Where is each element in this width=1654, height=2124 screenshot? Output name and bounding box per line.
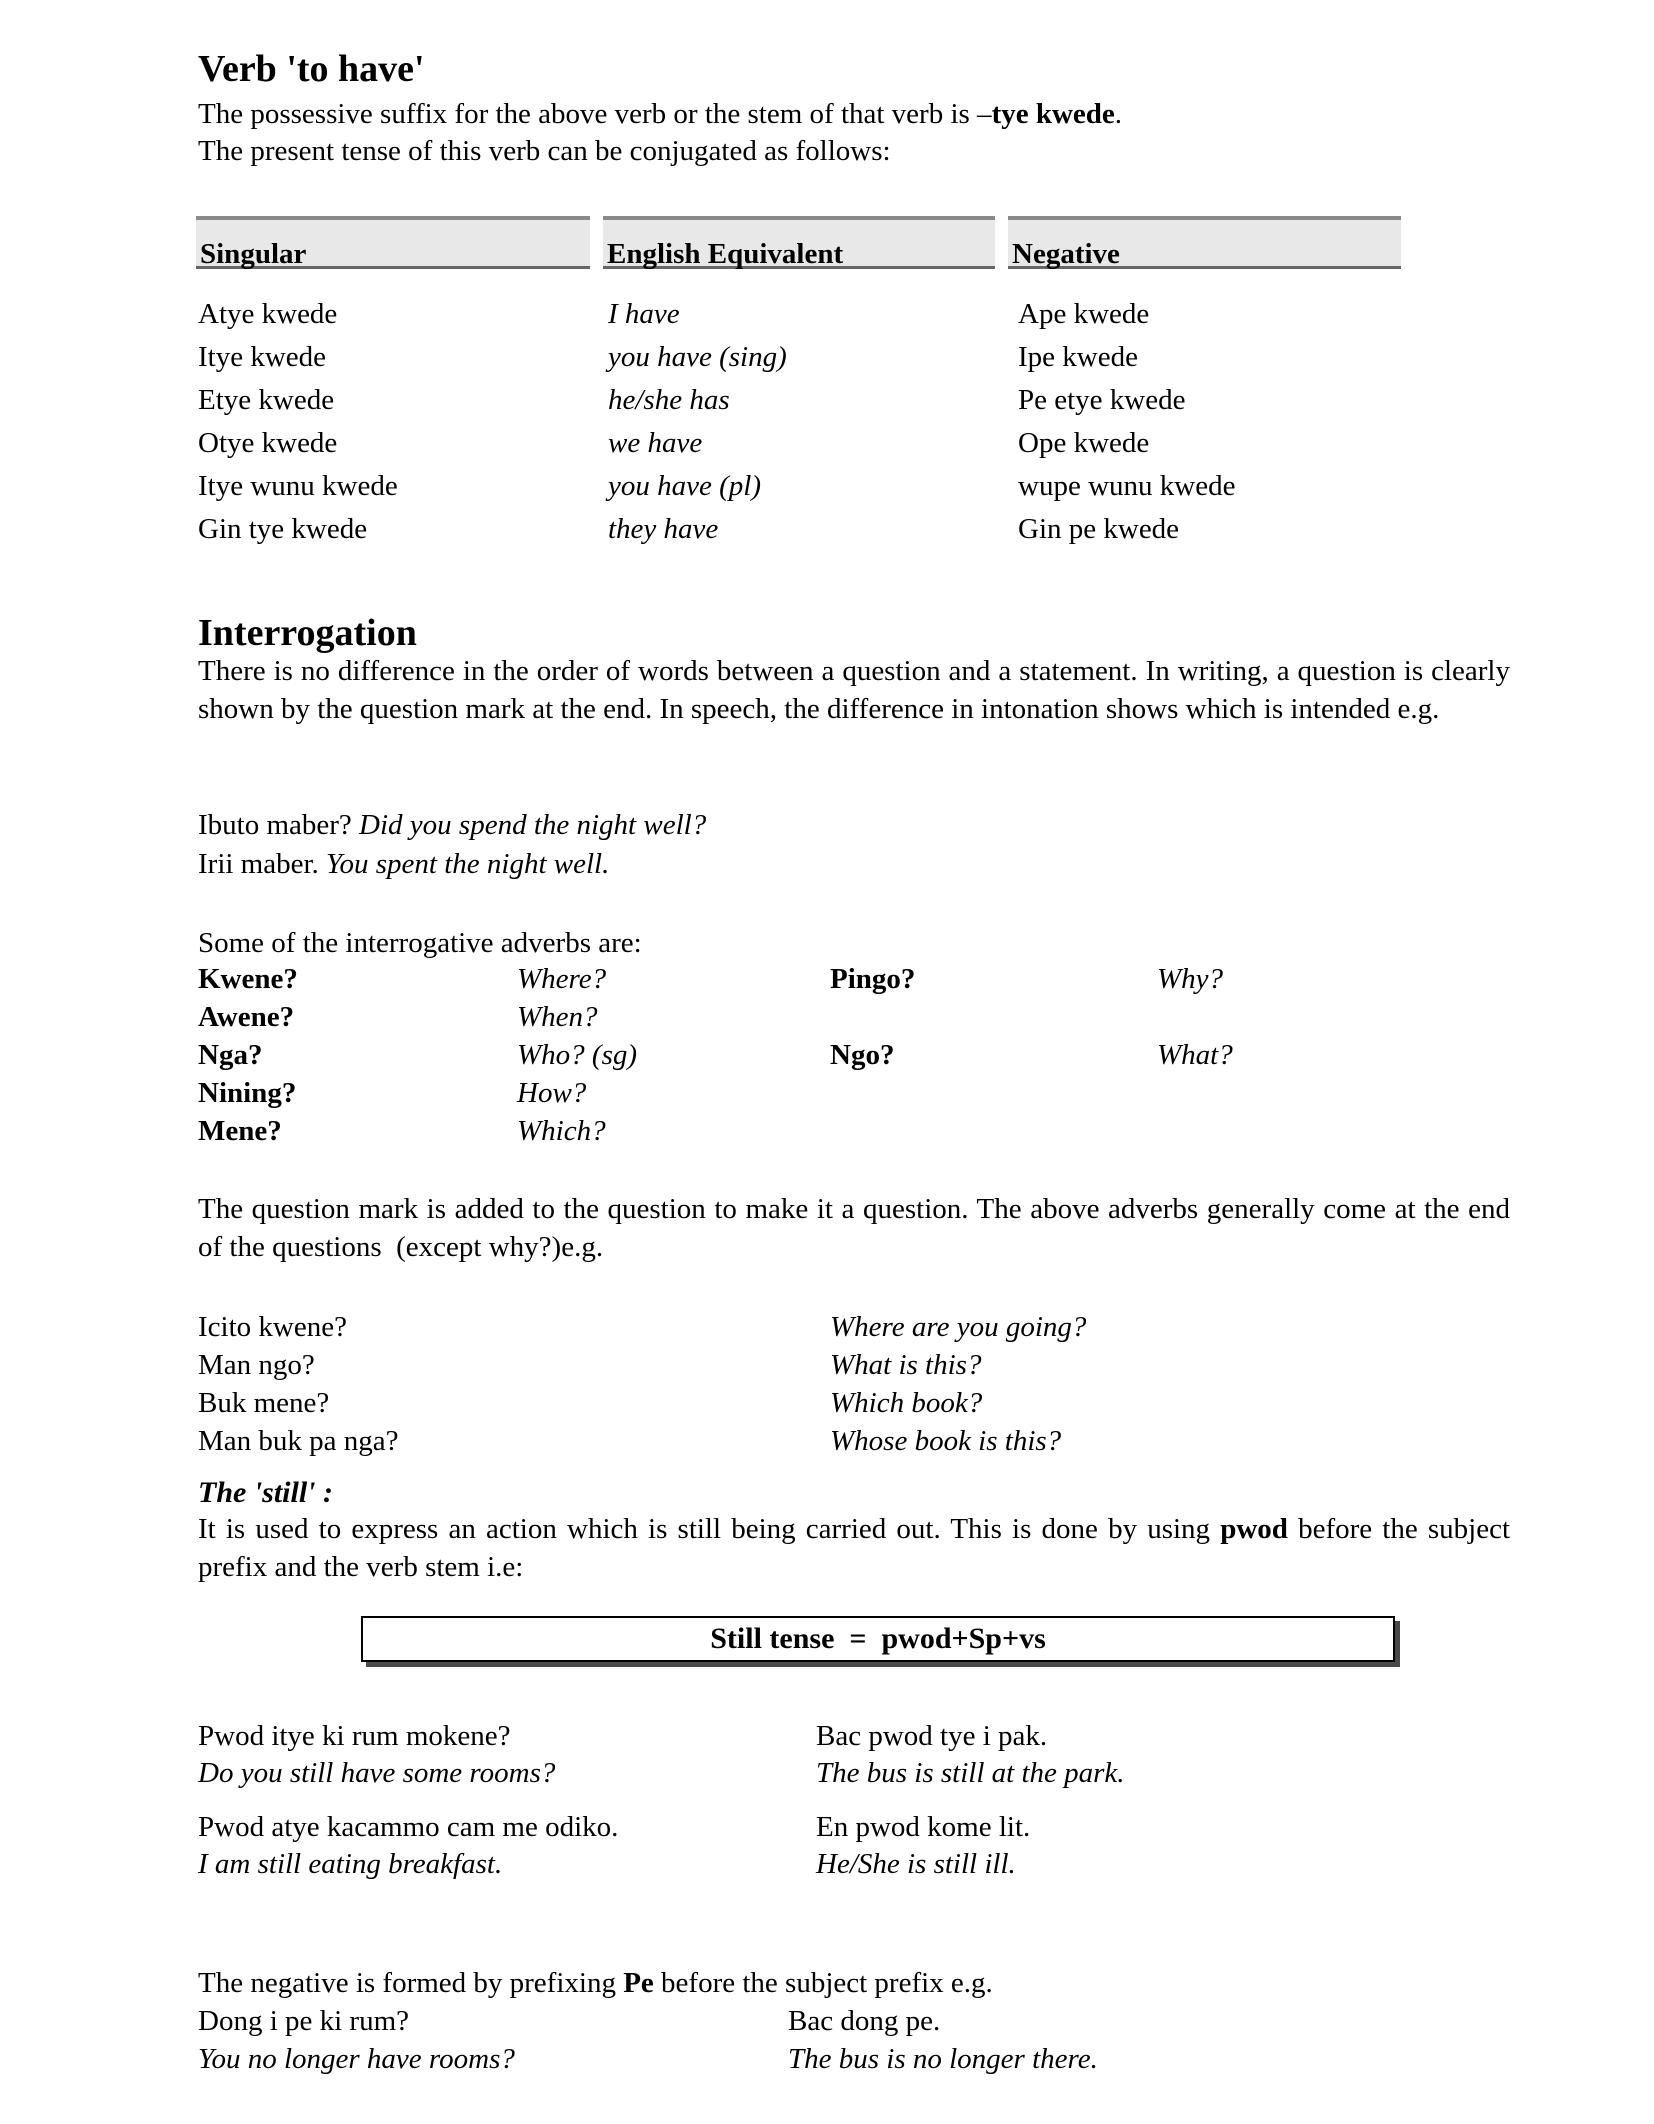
- negative-term-pe: Pe: [623, 1967, 654, 1999]
- table-row: [198, 508, 1456, 551]
- example-acholi: Bac dong pe.: [788, 2005, 941, 2037]
- adverb-english: Where?: [517, 963, 607, 995]
- adverb-acholi: [830, 1112, 1157, 1150]
- question-english: Where are you going?: [830, 1311, 1087, 1343]
- still-paragraph: [198, 1510, 1518, 1586]
- example-line: [198, 806, 706, 845]
- verb-suffix-term: tye kwede: [991, 98, 1115, 130]
- question-english: What is this?: [830, 1349, 982, 1381]
- cell-singular: Itye kwede: [198, 341, 327, 373]
- example-english: Did you spend the night well?: [359, 809, 707, 841]
- example-pair: [816, 1809, 1510, 1883]
- adverb-english: [1157, 998, 1510, 1036]
- verb-intro-line1: [198, 96, 1528, 133]
- column-header-negative: Negative: [1008, 216, 1401, 269]
- still-paragraph-post: before the subject prefix and the verb stem i.e:: [198, 1513, 1518, 1583]
- cell-singular: Otye kwede: [198, 427, 338, 459]
- adverb-english: What?: [1157, 1039, 1233, 1071]
- cell-english: we have: [608, 427, 703, 459]
- cell-negative: Ope kwede: [1018, 427, 1150, 459]
- question-mark-paragraph: The question mark is added to the question to make it a question. The above adverbs generally come at the end of the questions (except why?)e.g.: [198, 1193, 1518, 1263]
- heading-still: The 'still' :: [198, 1476, 333, 1509]
- verb-intro: [198, 96, 1528, 170]
- example-pair: [198, 1809, 816, 1883]
- interrogation-examples: [198, 806, 706, 884]
- negative-section: [198, 1964, 1510, 2078]
- adverb-english: [1157, 1112, 1510, 1150]
- example-acholi: Dong i pe ki rum?: [198, 2005, 410, 2037]
- cell-negative: Ape kwede: [1018, 298, 1150, 330]
- conjugation-table-header: [196, 216, 1401, 269]
- negative-examples-acholi-row: [198, 2002, 1510, 2040]
- example-pair: [816, 1718, 1510, 1792]
- example-acholi: Irii maber.: [198, 848, 319, 880]
- adverb-english: Why?: [1157, 963, 1224, 995]
- adverb-english: Who? (sg): [517, 1039, 638, 1071]
- column-header-singular: Singular: [196, 216, 590, 269]
- cell-singular: Etye kwede: [198, 384, 335, 416]
- adverb-acholi: [830, 1074, 1157, 1112]
- cell-negative: wupe wunu kwede: [1018, 470, 1236, 502]
- negative-intro-post: before the subject prefix e.g.: [653, 1967, 993, 1999]
- cell-negative: Gin pe kwede: [1018, 513, 1180, 545]
- example-pair: [198, 1718, 816, 1792]
- question-acholi: Man ngo?: [198, 1349, 315, 1381]
- question-acholi: Buk mene?: [198, 1387, 330, 1419]
- example-english: You no longer have rooms?: [198, 2043, 515, 2075]
- table-row: [198, 422, 1456, 465]
- still-tense-formula-box: Still tense = pwod+Sp+vs: [361, 1616, 1395, 1662]
- example-acholi: Pwod itye ki rum mokene?: [198, 1720, 511, 1752]
- heading-interrogation: Interrogation: [198, 612, 417, 654]
- table-row: [198, 465, 1456, 508]
- question-english: Which book?: [830, 1387, 983, 1419]
- negative-examples-english-row: [198, 2040, 1510, 2078]
- interrogation-paragraph: There is no difference in the order of words between a question and a statement. In writing, a question is clearly shown by the question mark at the end. In speech, the difference in intonation shows which is intended e.g.: [198, 655, 1518, 725]
- adverb-acholi: Nining?: [198, 1077, 297, 1109]
- adverbs-grid: [198, 960, 1510, 1150]
- verb-intro-line1-period: .: [1114, 98, 1123, 130]
- adverb-acholi: Kwene?: [198, 963, 298, 995]
- adverb-english: Which?: [517, 1115, 606, 1147]
- cell-singular: Atye kwede: [198, 298, 338, 330]
- cell-singular: Gin tye kwede: [198, 513, 368, 545]
- cell-negative: Pe etye kwede: [1018, 384, 1186, 416]
- still-paragraph-pre: It is used to express an action which is still being carried out. This is done by using: [198, 1513, 1221, 1545]
- adverb-english: How?: [517, 1077, 587, 1109]
- negative-intro-line: [198, 1964, 1510, 2002]
- example-english: You spent the night well.: [326, 848, 610, 880]
- question-english: Whose book is this?: [830, 1425, 1062, 1457]
- cell-english: he/she has: [608, 384, 730, 416]
- cell-english: you have (sing): [608, 341, 787, 373]
- cell-english: they have: [608, 513, 719, 545]
- question-examples: [198, 1308, 1510, 1460]
- column-header-english-equivalent: English Equivalent: [603, 216, 995, 269]
- example-acholi: Bac pwod tye i pak.: [816, 1720, 1048, 1752]
- example-line: [198, 845, 706, 884]
- adverb-acholi: Mene?: [198, 1115, 282, 1147]
- conjugation-table-rows: [198, 293, 1456, 551]
- adverb-acholi: Pingo?: [830, 963, 916, 995]
- adverb-acholi: Ngo?: [830, 1039, 895, 1071]
- verb-intro-line1-text: The possessive suffix for the above verb or the stem of that verb is –: [198, 98, 992, 130]
- still-term-pwod: pwod: [1220, 1513, 1288, 1545]
- still-examples: [198, 1718, 1510, 1883]
- example-english: The bus is still at the park.: [816, 1757, 1125, 1789]
- example-english: The bus is no longer there.: [788, 2043, 1098, 2075]
- example-english: He/She is still ill.: [816, 1848, 1016, 1880]
- heading-verb-to-have: Verb 'to have': [198, 48, 425, 90]
- cell-singular: Itye wunu kwede: [198, 470, 398, 502]
- example-english: Do you still have some rooms?: [198, 1757, 556, 1789]
- adverb-acholi: [830, 998, 1157, 1036]
- verb-intro-line2: The present tense of this verb can be conjugated as follows:: [198, 135, 891, 167]
- adverb-acholi: Awene?: [198, 1001, 295, 1033]
- question-acholi: Icito kwene?: [198, 1311, 347, 1343]
- negative-intro-pre: The negative is formed by prefixing: [198, 1967, 624, 1999]
- table-row: [198, 336, 1456, 379]
- cell-english: you have (pl): [608, 470, 761, 502]
- question-acholi: Man buk pa nga?: [198, 1425, 399, 1457]
- adverbs-intro: Some of the interrogative adverbs are:: [198, 927, 642, 959]
- table-row: [198, 293, 1456, 336]
- example-acholi: Pwod atye kacammo cam me odiko.: [198, 1811, 619, 1843]
- example-acholi: Ibuto maber?: [198, 809, 352, 841]
- adverb-english: [1157, 1074, 1510, 1112]
- table-row: [198, 379, 1456, 422]
- adverb-english: When?: [517, 1001, 598, 1033]
- example-acholi: En pwod kome lit.: [816, 1811, 1031, 1843]
- example-english: I am still eating breakfast.: [198, 1848, 503, 1880]
- adverb-acholi: Nga?: [198, 1039, 263, 1071]
- cell-negative: Ipe kwede: [1018, 341, 1138, 373]
- cell-english: I have: [608, 298, 680, 330]
